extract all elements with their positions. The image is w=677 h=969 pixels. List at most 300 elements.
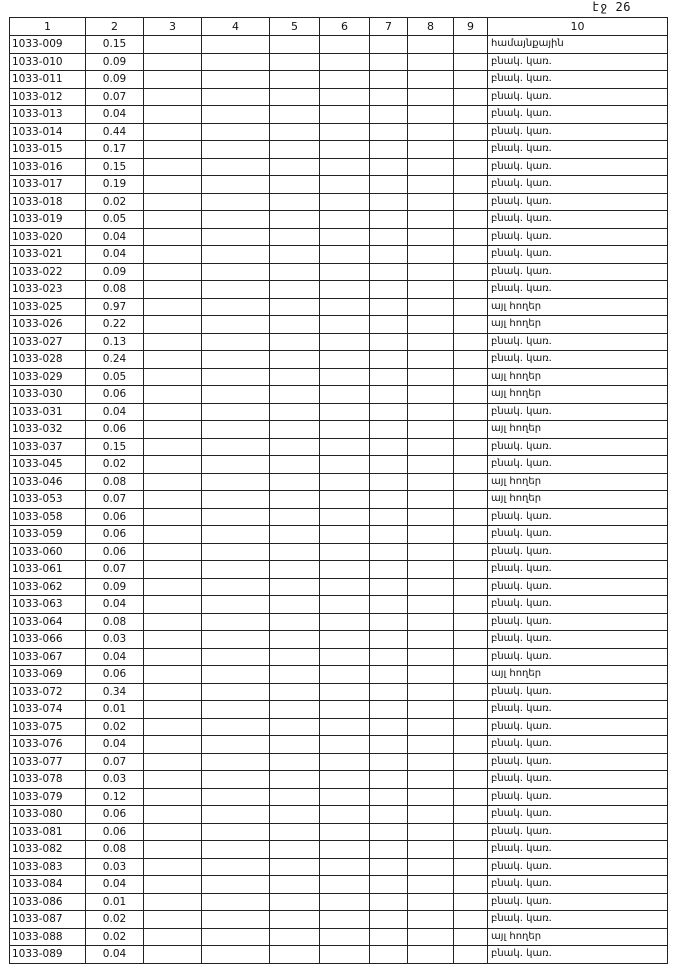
- land-use-note-cell: բնակ. կառ.: [488, 806, 668, 824]
- area-value-cell: 0.02: [86, 456, 144, 474]
- table-row: [10, 823, 668, 841]
- parcel-code-cell: 1033-045: [10, 456, 86, 474]
- column-3-cell: [144, 491, 202, 509]
- parcel-code-cell: 1033-016: [10, 158, 86, 176]
- column-8-cell: [408, 491, 454, 509]
- column-4-cell: [202, 36, 270, 54]
- land-use-note-cell: բնակ. կառ.: [488, 788, 668, 806]
- land-use-note-cell: բնակ. կառ.: [488, 438, 668, 456]
- area-value-cell: 0.15: [86, 158, 144, 176]
- column-4-cell: [202, 71, 270, 89]
- column-8-cell: [408, 211, 454, 229]
- column-6-cell: [320, 736, 370, 754]
- column-3-cell: [144, 456, 202, 474]
- parcel-code-cell: 1033-066: [10, 631, 86, 649]
- column-8-cell: [408, 88, 454, 106]
- column-5-cell: [270, 141, 320, 159]
- column-9-cell: [454, 403, 488, 421]
- column-8-cell: [408, 543, 454, 561]
- table-row: [10, 158, 668, 176]
- column-4-cell: [202, 841, 270, 859]
- area-value-cell: 0.24: [86, 351, 144, 369]
- land-use-note-cell: այլ հողեր: [488, 298, 668, 316]
- column-5-cell: [270, 491, 320, 509]
- column-7-cell: [370, 701, 408, 719]
- column-3-cell: [144, 211, 202, 229]
- column-9-cell: [454, 788, 488, 806]
- table-row: [10, 561, 668, 579]
- column-5-cell: [270, 648, 320, 666]
- parcel-code-cell: 1033-021: [10, 246, 86, 264]
- column-8-cell: [408, 316, 454, 334]
- column-6-cell: [320, 858, 370, 876]
- column-7-cell: [370, 578, 408, 596]
- column-6-cell: [320, 71, 370, 89]
- land-use-note-cell: բնակ. կառ.: [488, 351, 668, 369]
- column-4-cell: [202, 316, 270, 334]
- column-8-cell: [408, 666, 454, 684]
- table-row: [10, 701, 668, 719]
- table-row: [10, 946, 668, 964]
- column-9-cell: [454, 946, 488, 964]
- column-9-cell: [454, 876, 488, 894]
- column-4-cell: [202, 491, 270, 509]
- column-8-cell: [408, 473, 454, 491]
- column-5-cell: [270, 613, 320, 631]
- parcel-code-cell: 1033-074: [10, 701, 86, 719]
- column-5-cell: [270, 876, 320, 894]
- parcel-code-cell: 1033-078: [10, 771, 86, 789]
- column-9-cell: [454, 123, 488, 141]
- column-5-cell: [270, 228, 320, 246]
- column-7-cell: [370, 193, 408, 211]
- column-5-cell: [270, 561, 320, 579]
- column-header-8: 8: [408, 18, 454, 36]
- column-3-cell: [144, 648, 202, 666]
- column-5-cell: [270, 911, 320, 929]
- table-row: [10, 876, 668, 894]
- column-6-cell: [320, 753, 370, 771]
- column-6-cell: [320, 526, 370, 544]
- column-6-cell: [320, 106, 370, 124]
- column-3-cell: [144, 88, 202, 106]
- column-6-cell: [320, 246, 370, 264]
- column-8-cell: [408, 893, 454, 911]
- area-value-cell: 0.08: [86, 281, 144, 299]
- land-use-note-cell: բնակ. կառ.: [488, 123, 668, 141]
- column-7-cell: [370, 351, 408, 369]
- column-3-cell: [144, 176, 202, 194]
- area-value-cell: 0.08: [86, 613, 144, 631]
- column-6-cell: [320, 473, 370, 491]
- area-value-cell: 0.01: [86, 701, 144, 719]
- column-9-cell: [454, 911, 488, 929]
- land-use-note-cell: բնակ. կառ.: [488, 648, 668, 666]
- column-8-cell: [408, 928, 454, 946]
- column-3-cell: [144, 333, 202, 351]
- column-8-cell: [408, 858, 454, 876]
- column-7-cell: [370, 141, 408, 159]
- column-8-cell: [408, 508, 454, 526]
- column-5-cell: [270, 823, 320, 841]
- column-4-cell: [202, 176, 270, 194]
- parcel-code-cell: 1033-089: [10, 946, 86, 964]
- parcel-code-cell: 1033-023: [10, 281, 86, 299]
- table-row: [10, 613, 668, 631]
- land-use-note-cell: բնակ. կառ.: [488, 631, 668, 649]
- column-header-2: 2: [86, 18, 144, 36]
- column-7-cell: [370, 473, 408, 491]
- land-use-note-cell: բնակ. կառ.: [488, 946, 668, 964]
- column-4-cell: [202, 928, 270, 946]
- column-6-cell: [320, 298, 370, 316]
- column-7-cell: [370, 893, 408, 911]
- column-3-cell: [144, 806, 202, 824]
- parcel-code-cell: 1033-079: [10, 788, 86, 806]
- column-8-cell: [408, 158, 454, 176]
- land-use-note-cell: բնակ. կառ.: [488, 71, 668, 89]
- column-5-cell: [270, 263, 320, 281]
- column-5-cell: [270, 473, 320, 491]
- column-header-5: 5: [270, 18, 320, 36]
- column-3-cell: [144, 141, 202, 159]
- land-use-note-cell: բնակ. կառ.: [488, 88, 668, 106]
- column-4-cell: [202, 753, 270, 771]
- column-8-cell: [408, 718, 454, 736]
- column-7-cell: [370, 928, 408, 946]
- column-5-cell: [270, 683, 320, 701]
- column-3-cell: [144, 666, 202, 684]
- column-4-cell: [202, 246, 270, 264]
- column-4-cell: [202, 193, 270, 211]
- column-header-9: 9: [454, 18, 488, 36]
- column-3-cell: [144, 316, 202, 334]
- column-9-cell: [454, 298, 488, 316]
- column-4-cell: [202, 736, 270, 754]
- column-5-cell: [270, 456, 320, 474]
- table-row: [10, 421, 668, 439]
- area-value-cell: 0.04: [86, 648, 144, 666]
- parcel-code-cell: 1033-022: [10, 263, 86, 281]
- column-8-cell: [408, 876, 454, 894]
- parcel-code-cell: 1033-075: [10, 718, 86, 736]
- land-use-note-cell: այլ հողեր: [488, 368, 668, 386]
- column-4-cell: [202, 631, 270, 649]
- parcel-code-cell: 1033-031: [10, 403, 86, 421]
- column-7-cell: [370, 806, 408, 824]
- column-header-10: 10: [488, 18, 668, 36]
- area-value-cell: 0.04: [86, 946, 144, 964]
- table-row: [10, 788, 668, 806]
- column-5-cell: [270, 771, 320, 789]
- column-9-cell: [454, 701, 488, 719]
- column-6-cell: [320, 701, 370, 719]
- area-value-cell: 0.03: [86, 771, 144, 789]
- column-8-cell: [408, 298, 454, 316]
- column-5-cell: [270, 158, 320, 176]
- table-row: [10, 211, 668, 229]
- land-use-note-cell: բնակ. կառ.: [488, 701, 668, 719]
- table-row: [10, 246, 668, 264]
- column-9-cell: [454, 771, 488, 789]
- area-value-cell: 0.04: [86, 106, 144, 124]
- column-header-1: 1: [10, 18, 86, 36]
- column-4-cell: [202, 473, 270, 491]
- column-8-cell: [408, 631, 454, 649]
- column-4-cell: [202, 53, 270, 71]
- column-9-cell: [454, 666, 488, 684]
- column-3-cell: [144, 421, 202, 439]
- table-row: [10, 526, 668, 544]
- column-5-cell: [270, 333, 320, 351]
- parcel-code-cell: 1033-053: [10, 491, 86, 509]
- column-9-cell: [454, 893, 488, 911]
- column-5-cell: [270, 806, 320, 824]
- column-4-cell: [202, 876, 270, 894]
- table-row: [10, 753, 668, 771]
- column-3-cell: [144, 543, 202, 561]
- column-7-cell: [370, 421, 408, 439]
- column-4-cell: [202, 946, 270, 964]
- column-4-cell: [202, 456, 270, 474]
- column-8-cell: [408, 141, 454, 159]
- column-4-cell: [202, 141, 270, 159]
- column-5-cell: [270, 351, 320, 369]
- header-row: [10, 18, 668, 36]
- table-row: [10, 543, 668, 561]
- column-3-cell: [144, 53, 202, 71]
- column-4-cell: [202, 333, 270, 351]
- column-9-cell: [454, 211, 488, 229]
- column-7-cell: [370, 526, 408, 544]
- column-9-cell: [454, 176, 488, 194]
- column-4-cell: [202, 911, 270, 929]
- column-4-cell: [202, 123, 270, 141]
- column-9-cell: [454, 613, 488, 631]
- column-3-cell: [144, 683, 202, 701]
- column-3-cell: [144, 823, 202, 841]
- area-value-cell: 0.08: [86, 473, 144, 491]
- area-value-cell: 0.22: [86, 316, 144, 334]
- table-row: [10, 928, 668, 946]
- column-8-cell: [408, 771, 454, 789]
- column-4-cell: [202, 281, 270, 299]
- land-use-note-cell: համայնքային: [488, 36, 668, 54]
- table-row: [10, 193, 668, 211]
- column-4-cell: [202, 596, 270, 614]
- area-value-cell: 0.97: [86, 298, 144, 316]
- column-7-cell: [370, 648, 408, 666]
- column-5-cell: [270, 438, 320, 456]
- column-3-cell: [144, 281, 202, 299]
- land-use-note-cell: այլ հողեր: [488, 473, 668, 491]
- column-6-cell: [320, 561, 370, 579]
- column-9-cell: [454, 281, 488, 299]
- column-5-cell: [270, 106, 320, 124]
- table-row: [10, 88, 668, 106]
- area-value-cell: 0.06: [86, 386, 144, 404]
- column-8-cell: [408, 386, 454, 404]
- land-use-note-cell: բնակ. կառ.: [488, 543, 668, 561]
- parcel-code-cell: 1033-086: [10, 893, 86, 911]
- area-value-cell: 0.19: [86, 176, 144, 194]
- land-use-note-cell: այլ հողեր: [488, 928, 668, 946]
- table-row: [10, 771, 668, 789]
- column-8-cell: [408, 648, 454, 666]
- column-8-cell: [408, 561, 454, 579]
- land-use-note-cell: բնակ. կառ.: [488, 876, 668, 894]
- column-7-cell: [370, 911, 408, 929]
- column-7-cell: [370, 788, 408, 806]
- column-7-cell: [370, 368, 408, 386]
- column-9-cell: [454, 333, 488, 351]
- column-6-cell: [320, 141, 370, 159]
- area-value-cell: 0.15: [86, 438, 144, 456]
- column-4-cell: [202, 893, 270, 911]
- parcel-code-cell: 1033-088: [10, 928, 86, 946]
- column-4-cell: [202, 298, 270, 316]
- column-9-cell: [454, 438, 488, 456]
- column-3-cell: [144, 263, 202, 281]
- land-use-note-cell: բնակ. կառ.: [488, 333, 668, 351]
- column-9-cell: [454, 806, 488, 824]
- land-use-note-cell: բնակ. կառ.: [488, 403, 668, 421]
- parcel-code-cell: 1033-059: [10, 526, 86, 544]
- column-3-cell: [144, 71, 202, 89]
- table-row: [10, 228, 668, 246]
- column-6-cell: [320, 351, 370, 369]
- table-row: [10, 631, 668, 649]
- column-5-cell: [270, 701, 320, 719]
- table-row: [10, 333, 668, 351]
- column-6-cell: [320, 823, 370, 841]
- parcel-code-cell: 1033-013: [10, 106, 86, 124]
- column-5-cell: [270, 858, 320, 876]
- land-use-note-cell: բնակ. կառ.: [488, 193, 668, 211]
- parcel-code-cell: 1033-076: [10, 736, 86, 754]
- column-9-cell: [454, 158, 488, 176]
- parcel-code-cell: 1033-014: [10, 123, 86, 141]
- table-row: [10, 456, 668, 474]
- column-9-cell: [454, 858, 488, 876]
- column-6-cell: [320, 876, 370, 894]
- area-value-cell: 0.03: [86, 858, 144, 876]
- column-6-cell: [320, 683, 370, 701]
- land-use-note-cell: բնակ. կառ.: [488, 228, 668, 246]
- column-9-cell: [454, 473, 488, 491]
- column-6-cell: [320, 211, 370, 229]
- column-6-cell: [320, 631, 370, 649]
- parcel-code-cell: 1033-027: [10, 333, 86, 351]
- column-5-cell: [270, 298, 320, 316]
- column-9-cell: [454, 386, 488, 404]
- column-3-cell: [144, 123, 202, 141]
- column-5-cell: [270, 928, 320, 946]
- column-4-cell: [202, 683, 270, 701]
- column-9-cell: [454, 578, 488, 596]
- area-value-cell: 0.06: [86, 508, 144, 526]
- area-value-cell: 0.06: [86, 421, 144, 439]
- column-4-cell: [202, 368, 270, 386]
- land-use-note-cell: բնակ. կառ.: [488, 841, 668, 859]
- column-4-cell: [202, 228, 270, 246]
- table-row: [10, 403, 668, 421]
- area-value-cell: 0.13: [86, 333, 144, 351]
- column-6-cell: [320, 893, 370, 911]
- column-7-cell: [370, 718, 408, 736]
- column-4-cell: [202, 806, 270, 824]
- column-9-cell: [454, 491, 488, 509]
- column-9-cell: [454, 193, 488, 211]
- column-5-cell: [270, 718, 320, 736]
- land-use-note-cell: բնակ. կառ.: [488, 106, 668, 124]
- column-5-cell: [270, 666, 320, 684]
- table-row: [10, 263, 668, 281]
- column-4-cell: [202, 403, 270, 421]
- column-8-cell: [408, 36, 454, 54]
- column-9-cell: [454, 456, 488, 474]
- column-3-cell: [144, 36, 202, 54]
- column-6-cell: [320, 718, 370, 736]
- column-7-cell: [370, 596, 408, 614]
- land-use-note-cell: բնակ. կառ.: [488, 508, 668, 526]
- column-6-cell: [320, 281, 370, 299]
- column-7-cell: [370, 771, 408, 789]
- column-6-cell: [320, 456, 370, 474]
- column-7-cell: [370, 858, 408, 876]
- parcel-code-cell: 1033-061: [10, 561, 86, 579]
- land-use-note-cell: բնակ. կառ.: [488, 893, 668, 911]
- column-3-cell: [144, 911, 202, 929]
- column-7-cell: [370, 123, 408, 141]
- area-value-cell: 0.04: [86, 736, 144, 754]
- column-8-cell: [408, 701, 454, 719]
- land-use-note-cell: այլ հողեր: [488, 491, 668, 509]
- column-5-cell: [270, 841, 320, 859]
- area-value-cell: 0.12: [86, 788, 144, 806]
- column-5-cell: [270, 788, 320, 806]
- land-use-note-cell: բնակ. կառ.: [488, 141, 668, 159]
- column-6-cell: [320, 806, 370, 824]
- parcel-code-cell: 1033-060: [10, 543, 86, 561]
- table-row: [10, 368, 668, 386]
- column-9-cell: [454, 526, 488, 544]
- column-header-4: 4: [202, 18, 270, 36]
- column-7-cell: [370, 333, 408, 351]
- table-body: [10, 36, 668, 964]
- area-value-cell: 0.04: [86, 596, 144, 614]
- parcel-code-cell: 1033-018: [10, 193, 86, 211]
- column-5-cell: [270, 386, 320, 404]
- table-row: [10, 666, 668, 684]
- column-7-cell: [370, 158, 408, 176]
- area-value-cell: 0.07: [86, 561, 144, 579]
- parcel-code-cell: 1033-025: [10, 298, 86, 316]
- column-8-cell: [408, 946, 454, 964]
- column-3-cell: [144, 106, 202, 124]
- column-9-cell: [454, 351, 488, 369]
- table-row: [10, 508, 668, 526]
- column-8-cell: [408, 176, 454, 194]
- column-7-cell: [370, 36, 408, 54]
- column-3-cell: [144, 351, 202, 369]
- column-4-cell: [202, 386, 270, 404]
- table-row: [10, 806, 668, 824]
- column-9-cell: [454, 753, 488, 771]
- column-7-cell: [370, 543, 408, 561]
- area-value-cell: 0.07: [86, 753, 144, 771]
- column-3-cell: [144, 368, 202, 386]
